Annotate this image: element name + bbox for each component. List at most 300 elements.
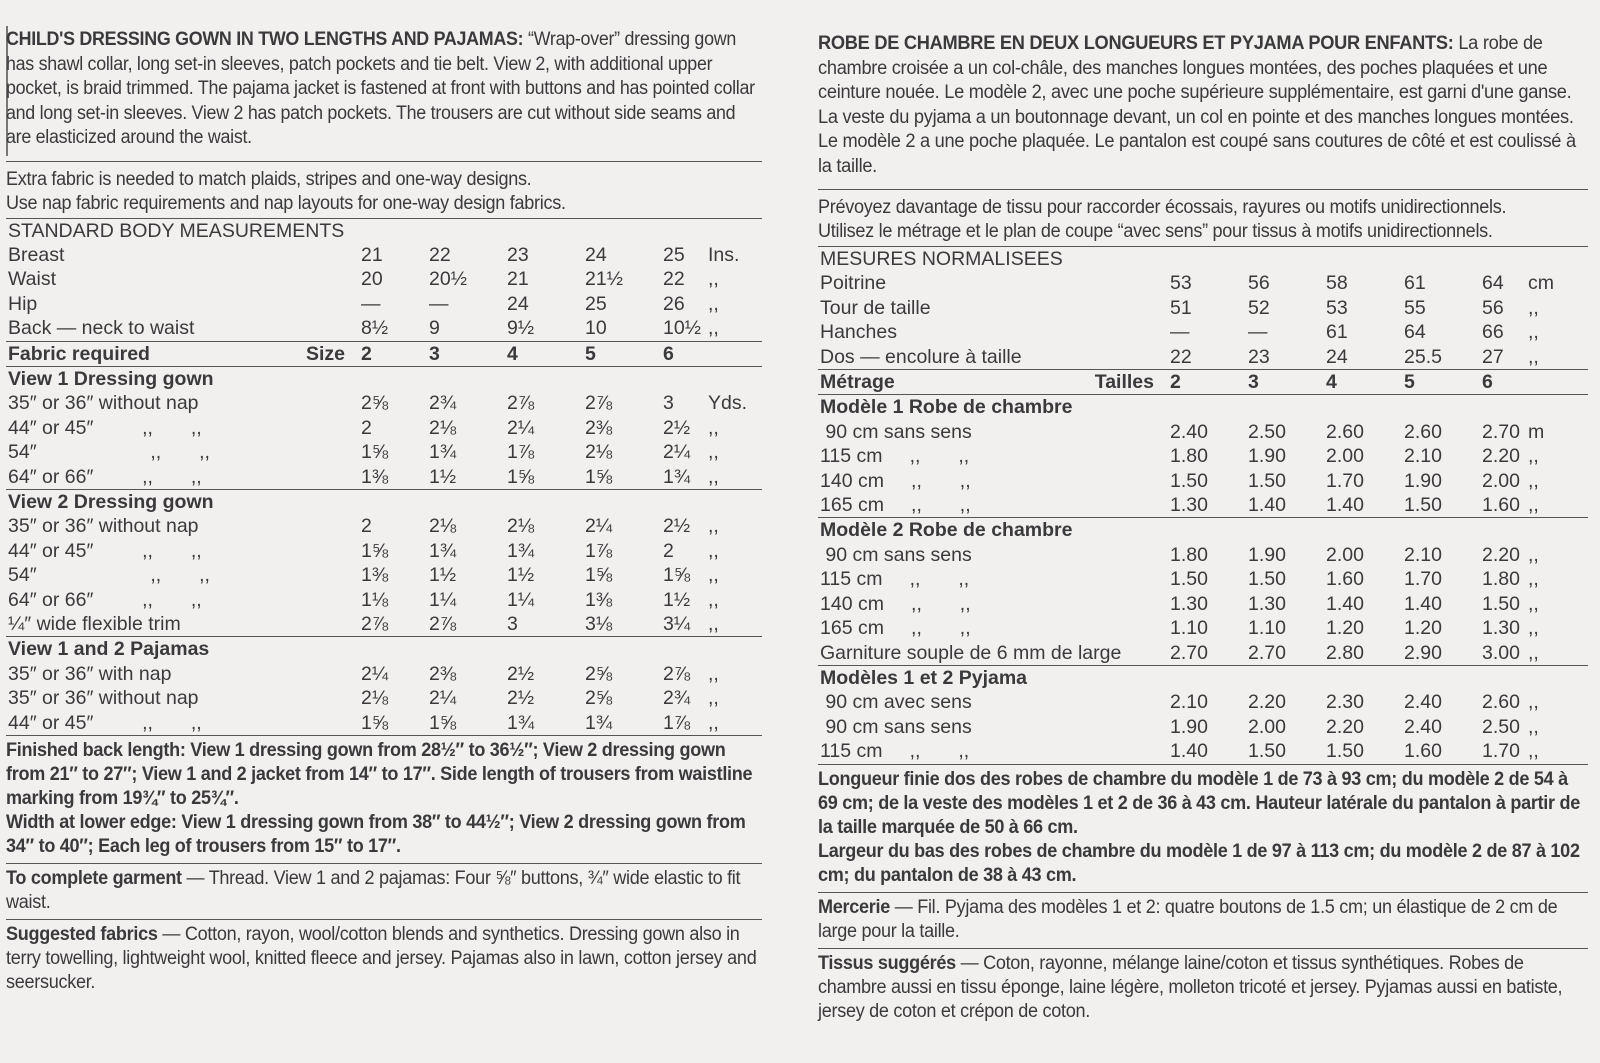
fabric-yardage: 3.00: [1482, 641, 1528, 666]
fabric-yardage: 1⅝: [663, 564, 691, 587]
fabric-row: [6, 465, 762, 490]
fabric-yardage: 3: [663, 392, 674, 415]
fabric-yardage: 1.30: [1482, 617, 1520, 640]
size-number: 2: [1170, 370, 1248, 395]
fabric-row: [818, 493, 1588, 518]
fabric-yardage: 1.60: [1404, 739, 1482, 764]
fabric-yardage: 1.70: [1404, 568, 1442, 591]
measurement-value: 61: [1326, 321, 1348, 344]
fabric-yardage: 2¼: [585, 515, 613, 538]
fabric-yardage: 1.90: [1248, 543, 1286, 566]
measurement-unit: ,,: [1528, 345, 1539, 368]
divider: [818, 189, 1588, 190]
fabric-yardage: 2⅝: [585, 687, 613, 710]
measurement-value: 66: [1482, 321, 1504, 344]
notions-body: — Thread. View 1 and 2 pajamas: Four ⅝″ buttons, ¾″ wide elastic to fit waist.: [6, 868, 741, 914]
fabric-yardage: 2.20: [1482, 445, 1520, 468]
fabric-unit: ,,: [1528, 641, 1588, 666]
notions-title: To complete garment: [6, 868, 182, 890]
fabric-yardage: 1⅝: [429, 711, 507, 736]
measurements-header-row: [6, 219, 762, 243]
fabric-row-label: 115 cm ,, ,,: [820, 445, 970, 468]
fabric-row: [818, 444, 1588, 468]
measurements-header: MESURES NORMALISEES: [820, 248, 1063, 270]
measurement-value: 8½: [361, 317, 389, 340]
fabric-unit: ,,: [708, 441, 719, 464]
measurement-value: —: [1248, 321, 1268, 344]
fabric-yardage: 2¼: [361, 662, 389, 685]
fabrics-title: Suggested fabrics: [6, 924, 158, 946]
fabric-row-label: 165 cm ,, ,,: [818, 493, 1170, 518]
fabric-section-title: View 1 and 2 Pajamas: [8, 638, 210, 661]
fabric-yardage: 2⅞: [507, 392, 535, 415]
fabric-header-row: [6, 341, 762, 366]
fabric-row-label: 35″ or 36″ without nap: [8, 515, 199, 538]
measurement-value: 9½: [507, 317, 535, 340]
size-number: 5: [1404, 370, 1482, 395]
measurement-value: 10½: [663, 317, 701, 340]
size-number: 3: [429, 341, 507, 366]
notions: [818, 893, 1588, 948]
size-label: Tailles: [1094, 371, 1154, 394]
fabric-yardage: 2: [361, 416, 372, 439]
fabric-yardage: 1.80: [1170, 543, 1208, 566]
fabric-yardage: 1.20: [1326, 617, 1364, 640]
fabric-row-label: 44″ or 45″ ,, ,,: [8, 416, 202, 439]
fabric-yardage: 2.20: [1248, 691, 1286, 714]
fabric-row-label: Garniture souple de 6 mm de large: [818, 641, 1170, 666]
divider: [6, 161, 762, 162]
measurements-body: [6, 219, 762, 341]
fabric-yardage: 1.60: [1326, 568, 1364, 591]
fabric-yardage: 1¾: [663, 465, 708, 490]
fabric-row-label: 54″ ,, ,,: [8, 564, 210, 587]
fabric-table: [818, 369, 1588, 765]
measurement-row: [818, 296, 1588, 320]
fabric-row: [818, 616, 1588, 640]
note-2: Use nap fabric requirements and nap layouts for one-way design fabrics.: [6, 192, 566, 214]
fabric-yardage: 2⅞: [361, 612, 429, 637]
measurement-value: 20: [361, 268, 383, 291]
fabric-yardage: 1⅝: [585, 465, 663, 490]
fabric-row: [6, 612, 762, 637]
fabric-yardage: 1⅜: [361, 465, 429, 490]
fabric-row-label: 54″ ,, ,,: [8, 441, 210, 464]
fabric-yardage: 1⅛: [361, 588, 389, 611]
fabric-row: [818, 469, 1588, 493]
fabric-yardage: 2⅝: [361, 392, 389, 415]
fabric-row: [818, 641, 1588, 666]
fabric-row-label: 165 cm ,, ,,: [820, 617, 971, 640]
fabric-row-label: 115 cm ,, ,,: [820, 568, 970, 591]
measurement-label: Breast: [8, 243, 65, 266]
fabric-table: [6, 341, 762, 737]
notions-title: Mercerie: [818, 896, 890, 918]
fabric-yardage: 1.40: [1404, 592, 1442, 615]
fabric-row: [6, 440, 762, 464]
finished-lengths: [818, 765, 1588, 892]
fabric-section-title: Modèles 1 et 2 Pyjama: [820, 666, 1028, 689]
fabric-yardage: 3: [507, 612, 585, 637]
fabric-yardage: 1½: [507, 564, 535, 587]
measurement-row: [6, 243, 762, 267]
fabric-required-label: Métrage: [820, 371, 895, 394]
fabric-unit: ,,: [708, 687, 719, 710]
fabric-row: [6, 662, 762, 686]
fabric-row-label: 90 cm sans sens: [820, 543, 972, 566]
notions: [6, 864, 762, 919]
fabric-yardage: 2⅞: [585, 392, 613, 415]
fabric-unit: ,,: [1528, 543, 1539, 566]
fabric-yardage: 1.50: [1248, 568, 1286, 591]
intro-body: “Wrap-over” dressing gown has shawl collar, long set-in sleeves, patch pockets and tie belt. View 2, with additional upper pocket, is braid trimmed. The pajama jacket is fastened at front with buttons and has pointed collar and long set-in sleeves. View 2 has patch pockets. The trousers are cut without side seams and are elasticized around the waist.: [6, 29, 755, 148]
fabric-yardage: 2.50: [1248, 420, 1286, 443]
measurement-value: 52: [1248, 296, 1270, 319]
fabric-yardage: 1¾: [507, 539, 535, 562]
fabric-yardage: 1.50: [1482, 592, 1520, 615]
measurement-value: 9: [429, 317, 440, 340]
fabric-yardage: 2.90: [1404, 641, 1482, 666]
fabric-row-label: 35″ or 36″ without nap: [8, 392, 199, 415]
fabric-yardage: 2⅜: [585, 416, 613, 439]
fabric-yardage: 3¼: [663, 612, 708, 637]
fabric-notes: [818, 196, 1586, 244]
fabric-yardage: 1.50: [1170, 469, 1208, 492]
finished-back-length: Longueur finie dos des robes de chambre du modèle 1 de 73 à 93 cm; du modèle 2 de 54 à 69 cm; de la veste des modèles 1 et 2 de 36 à 43 cm. Hauteur latérale du pantalon à partir de la taille marquée de 50 à 66 cm.: [818, 768, 1581, 838]
size-number: 4: [507, 341, 585, 366]
measurement-label: Poitrine: [820, 272, 887, 295]
fabric-unit: ,,: [1528, 592, 1539, 615]
fabric-unit: ,,: [708, 465, 762, 490]
measurements-table: [6, 219, 762, 341]
intro-title: ROBE DE CHAMBRE EN DEUX LONGUEURS ET PYJAMA POUR ENFANTS:: [818, 33, 1454, 54]
fabric-section-title: Modèle 2 Robe de chambre: [820, 519, 1073, 542]
fabric-row-label: 90 cm sans sens: [820, 420, 972, 443]
fabric-row-label: ¼″ wide flexible trim: [6, 612, 361, 637]
fabric-yardage: 2.10: [1404, 445, 1442, 468]
fabric-yardage: 1¾: [585, 711, 663, 736]
fabric-unit: ,,: [708, 711, 762, 736]
intro-title: CHILD'S DRESSING GOWN IN TWO LENGTHS AND PAJAMAS:: [6, 29, 524, 50]
fabric-yardage: 2⅛: [585, 441, 613, 464]
measurement-value: 24: [1326, 345, 1348, 368]
fabric-yardage: 2.60: [1326, 420, 1364, 443]
french-column: [818, 0, 1588, 1063]
fabric-yardage: 2¼: [507, 416, 535, 439]
notions-body: — Fil. Pyjama des modèles 1 et 2: quatre boutons de 1.5 cm; un élastique de 2 cm de large pour la taille.: [818, 896, 1558, 942]
fabric-row-label: 44″ or 45″ ,, ,,: [8, 539, 202, 562]
note-2: Utilisez le métrage et le plan de coupe “avec sens” pour tissus à motifs unidirectionnels.: [818, 221, 1493, 242]
fabric-unit: ,,: [708, 612, 762, 637]
fabric-row-label: 115 cm ,, ,,: [818, 739, 1170, 764]
measurement-value: 64: [1404, 321, 1426, 344]
fabric-unit: ,,: [1528, 715, 1539, 738]
measurement-value: 27: [1482, 345, 1504, 368]
spacer: [1528, 370, 1588, 395]
fabric-section-title: Modèle 1 Robe de chambre: [820, 396, 1073, 419]
measurements-table: [818, 247, 1588, 369]
fabric-unit: ,,: [1528, 739, 1588, 764]
fabric-yardage: 2⅞: [429, 612, 507, 637]
finished-back-length: Finished back length: View 1 dressing gown from 28½″ to 36½″; View 2 dressing gown from 21″ to 27″; View 1 and 2 jacket from 14″ to 17″. Side length of trousers from waistline marking from 19¾″ to 25¾″.: [6, 740, 753, 810]
intro-paragraph: [6, 0, 759, 151]
suggested-fabrics: [6, 920, 762, 999]
fabric-yardage: 1⅞: [585, 539, 613, 562]
measurements-header: STANDARD BODY MEASUREMENTS: [8, 219, 345, 242]
fabric-yardage: 2½: [507, 662, 535, 685]
fabric-yardage: 2: [663, 539, 674, 562]
fabric-yardage: 1⅝: [361, 441, 389, 464]
measurement-value: 56: [1482, 296, 1504, 319]
measurement-value: 55: [1404, 296, 1426, 319]
fabric-row: [6, 391, 762, 415]
fabric-row-label: 64″ or 66″ ,, ,,: [8, 588, 202, 611]
measurement-unit: cm: [1528, 272, 1554, 295]
fabric-yardage: 1¼: [429, 588, 457, 611]
fabric-unit: ,,: [708, 588, 719, 611]
fabric-row: [818, 690, 1588, 714]
fabric-yardage: 2.40: [1170, 420, 1208, 443]
measurement-label: Dos — encolure à taille: [820, 345, 1022, 368]
note-1: Prévoyez davantage de tissu pour raccorder écossais, rayures ou motifs unidirectionnels.: [818, 197, 1507, 218]
fabric-yardage: 1.90: [1170, 715, 1208, 738]
measurement-value: 56: [1248, 272, 1270, 295]
measurement-value: 51: [1170, 296, 1192, 319]
measurement-label: Waist: [8, 268, 57, 291]
fabric-yardage: 1⅜: [585, 588, 613, 611]
measurement-value: 22: [1170, 345, 1192, 368]
fabric-unit: ,,: [1528, 568, 1539, 591]
fabric-row-label: 90 cm avec sens: [820, 691, 972, 714]
fabric-yardage: 2: [361, 515, 372, 538]
fabric-yardage: 2⅛: [429, 515, 457, 538]
size-number: 3: [1248, 370, 1326, 395]
intro-body: La robe de chambre croisée a un col-châle, des manches longues montées, des poches plaquées et une ceinture nouée. Le modèle 2, avec une poche supérieure supplémentaire, est garni d'une ganse. La veste du pyjama a un boutonnage devant, un col en pointe et des manches longues montées. Le modèle 2 a une poche plaquée. Le pantalon est coupé sans coutures de côté et est coulissé à la taille.: [818, 33, 1576, 177]
fabric-section-title-row: [6, 637, 762, 662]
fabric-yardage: 2.40: [1404, 691, 1442, 714]
fabric-yardage: 1.60: [1482, 493, 1528, 518]
fabric-yardage: 2⅜: [429, 662, 457, 685]
fabric-row: [6, 588, 762, 612]
fabric-yardage: 2¾: [429, 392, 457, 415]
measurement-unit: ,,: [1528, 296, 1539, 319]
fabric-yardage: 2.00: [1482, 469, 1520, 492]
fabric-yardage: 1.50: [1326, 739, 1404, 764]
measurement-row: [818, 271, 1588, 295]
fabric-row-label: 140 cm ,, ,,: [820, 469, 971, 492]
english-column: [6, 0, 762, 1063]
fabric-header-cell: [818, 370, 1170, 395]
measurement-value: 25: [585, 292, 607, 315]
fabric-yardage: 1.80: [1482, 568, 1520, 591]
fabric-unit: ,,: [1528, 445, 1539, 468]
fabric-row: [6, 686, 762, 710]
fabric-yardage: 1.40: [1326, 592, 1364, 615]
fabric-yardage: 1.40: [1170, 739, 1248, 764]
fabric-yardage: 1.90: [1248, 445, 1286, 468]
spacer: [708, 341, 762, 366]
size-number: 6: [663, 341, 708, 366]
fabric-header-cell: [6, 341, 361, 366]
fabric-body: [818, 370, 1588, 765]
fabric-yardage: 1.80: [1170, 445, 1208, 468]
fabric-row: [6, 416, 762, 440]
fabric-row: [818, 567, 1588, 591]
fabric-unit: Yds.: [708, 392, 748, 415]
fabric-section-title-row: [6, 366, 762, 391]
fabric-row-label: 90 cm sans sens: [820, 715, 972, 738]
fabric-notes: [6, 168, 760, 216]
fabric-yardage: 1½: [429, 465, 507, 490]
fabric-section-title: View 2 Dressing gown: [8, 490, 214, 513]
fabric-row: [818, 543, 1588, 567]
fabrics-body: — Cotton, rayon, wool/cotton blends and synthetics. Dressing gown also in terry towelling, lightweight wool, knitted fleece and jersey. Pajamas also in lawn, cotton jersey and seersucker.: [6, 924, 757, 994]
measurement-label: Hip: [8, 292, 38, 315]
measurement-value: 53: [1170, 272, 1192, 295]
fabric-yardage: 2½: [663, 416, 691, 439]
measurement-value: 10: [585, 317, 607, 340]
size-number: 4: [1326, 370, 1404, 395]
fabric-yardage: 1¼: [507, 588, 535, 611]
fabric-yardage: 2.70: [1170, 641, 1248, 666]
fabric-yardage: 1⅝: [361, 711, 429, 736]
measurement-value: 21: [361, 243, 383, 266]
measurement-label: Back — neck to waist: [8, 317, 195, 340]
fabric-body: [6, 341, 762, 736]
fabric-yardage: 3⅛: [585, 612, 663, 637]
width-lower-edge: Width at lower edge: View 1 dressing gown from 38″ to 44½″; View 2 dressing gown from 34″ to 40″; Each leg of trousers from 15″ to 17″.: [6, 812, 746, 858]
fabric-row: [818, 420, 1588, 444]
fabric-yardage: 2.40: [1404, 715, 1442, 738]
measurement-unit: ,,: [708, 317, 719, 340]
fabric-yardage: 1⅞: [507, 441, 535, 464]
fabrics-body: — Coton, rayonne, mélange laine/coton et tissus synthétiques. Robes de chambre aussi en tissu éponge, laine légère, molleton tricoté et jersey. Pyjamas aussi en batiste, jersey de coton et crépon de coton.: [818, 952, 1563, 1022]
fabric-yardage: 2⅛: [507, 515, 535, 538]
measurement-row: [6, 316, 762, 340]
fabric-row: [6, 514, 762, 538]
fabric-yardage: 1.20: [1404, 617, 1442, 640]
size-number: 2: [361, 341, 429, 366]
measurement-value: 58: [1326, 272, 1348, 295]
measurement-unit: ,,: [708, 292, 719, 315]
fabric-unit: ,,: [1528, 493, 1588, 518]
measurement-value: 23: [507, 243, 529, 266]
fabrics-title: Tissus suggérés: [818, 952, 956, 974]
fabric-yardage: 1⅝: [361, 539, 389, 562]
fabric-row-label: 140 cm ,, ,,: [820, 592, 971, 615]
fabric-row: [6, 539, 762, 563]
fabric-yardage: 1¾: [429, 539, 457, 562]
fabric-yardage: 1½: [429, 564, 457, 587]
fabric-row-label: 35″ or 36″ without nap: [8, 687, 199, 710]
measurement-label: Tour de taille: [820, 296, 931, 319]
fabric-row-label: 64″ or 66″ ,, ,,: [6, 465, 361, 490]
size-number: 5: [585, 341, 663, 366]
fabric-yardage: 2⅞: [663, 662, 691, 685]
fabric-header-row: [818, 370, 1588, 395]
measurement-value: —: [1170, 321, 1190, 344]
fabric-unit: ,,: [708, 515, 719, 538]
fabric-yardage: 2.20: [1326, 715, 1364, 738]
fabric-row-label: 44″ or 45″ ,, ,,: [6, 711, 361, 736]
fabric-yardage: 1.90: [1404, 469, 1442, 492]
measurement-unit: Ins.: [708, 243, 740, 266]
fabric-yardage: 2⅛: [361, 687, 389, 710]
fabric-yardage: 2.30: [1326, 691, 1364, 714]
fabric-yardage: 2.80: [1326, 641, 1404, 666]
fabric-yardage: 2⅛: [429, 416, 457, 439]
fabric-yardage: 1.50: [1404, 493, 1482, 518]
fabric-yardage: 1¾: [429, 441, 457, 464]
fabric-yardage: 2½: [507, 687, 535, 710]
fabric-yardage: 2.60: [1482, 691, 1520, 714]
measurement-row: [6, 292, 762, 316]
fabric-yardage: 2⅝: [585, 662, 613, 685]
fabric-section-title-row: [6, 489, 762, 514]
measurement-value: 25.5: [1404, 345, 1442, 368]
fabric-yardage: 1.50: [1248, 469, 1286, 492]
fabric-yardage: 1⅝: [507, 465, 585, 490]
fabric-yardage: 2¼: [663, 441, 691, 464]
fabric-yardage: 2¼: [429, 687, 457, 710]
measurement-value: 25: [663, 243, 685, 266]
measurement-value: 21: [507, 268, 529, 291]
fabric-yardage: 2.00: [1326, 445, 1364, 468]
fabric-section-title: View 1 Dressing gown: [8, 367, 214, 390]
fabric-yardage: 1¾: [507, 711, 585, 736]
measurement-row: [818, 320, 1588, 344]
finished-lengths: [6, 736, 762, 863]
fabric-yardage: 2½: [663, 515, 691, 538]
fabric-unit: ,,: [708, 564, 719, 587]
measurement-value: 22: [429, 243, 451, 266]
size-number: 6: [1482, 370, 1528, 395]
measurement-value: 24: [585, 243, 607, 266]
width-lower-edge: Largeur du bas des robes de chambre du modèle 1 de 97 à 113 cm; du modèle 2 de 87 à 102 cm; du pantalon de 38 à 43 cm.: [818, 840, 1580, 886]
measurement-value: 53: [1326, 296, 1348, 319]
fabric-yardage: 1⅞: [663, 711, 708, 736]
measurement-row: [818, 345, 1588, 369]
fabric-yardage: 2.10: [1170, 691, 1208, 714]
measurement-label: Hanches: [820, 321, 897, 344]
fabric-yardage: 1.70: [1482, 739, 1528, 764]
fabric-row: [818, 592, 1588, 616]
measurement-value: 21½: [585, 268, 623, 291]
fabric-row-label: 35″ or 36″ with nap: [8, 662, 172, 685]
fabric-unit: ,,: [1528, 617, 1539, 640]
fabric-yardage: 2.00: [1326, 543, 1364, 566]
measurement-value: 64: [1482, 272, 1504, 295]
measurement-value: 23: [1248, 345, 1270, 368]
fabric-yardage: 2.60: [1404, 420, 1442, 443]
fabric-yardage: 1.50: [1170, 568, 1208, 591]
note-1: Extra fabric is needed to match plaids, stripes and one-way designs.: [6, 168, 532, 190]
fabric-yardage: 1⅝: [585, 564, 613, 587]
measurement-value: 61: [1404, 272, 1426, 295]
fabric-yardage: 1.40: [1248, 493, 1326, 518]
fabric-row: [6, 563, 762, 587]
measurement-value: 20½: [429, 268, 467, 291]
fabric-unit: m: [1528, 420, 1545, 443]
intro-paragraph: [818, 0, 1587, 179]
fabric-yardage: 2.10: [1404, 543, 1442, 566]
fabric-yardage: 1½: [663, 588, 691, 611]
measurement-value: 22: [663, 268, 685, 291]
measurement-value: —: [361, 292, 381, 315]
fabric-row: [818, 739, 1588, 764]
fabric-section-title-row: [818, 395, 1588, 420]
fabric-unit: ,,: [1528, 691, 1539, 714]
